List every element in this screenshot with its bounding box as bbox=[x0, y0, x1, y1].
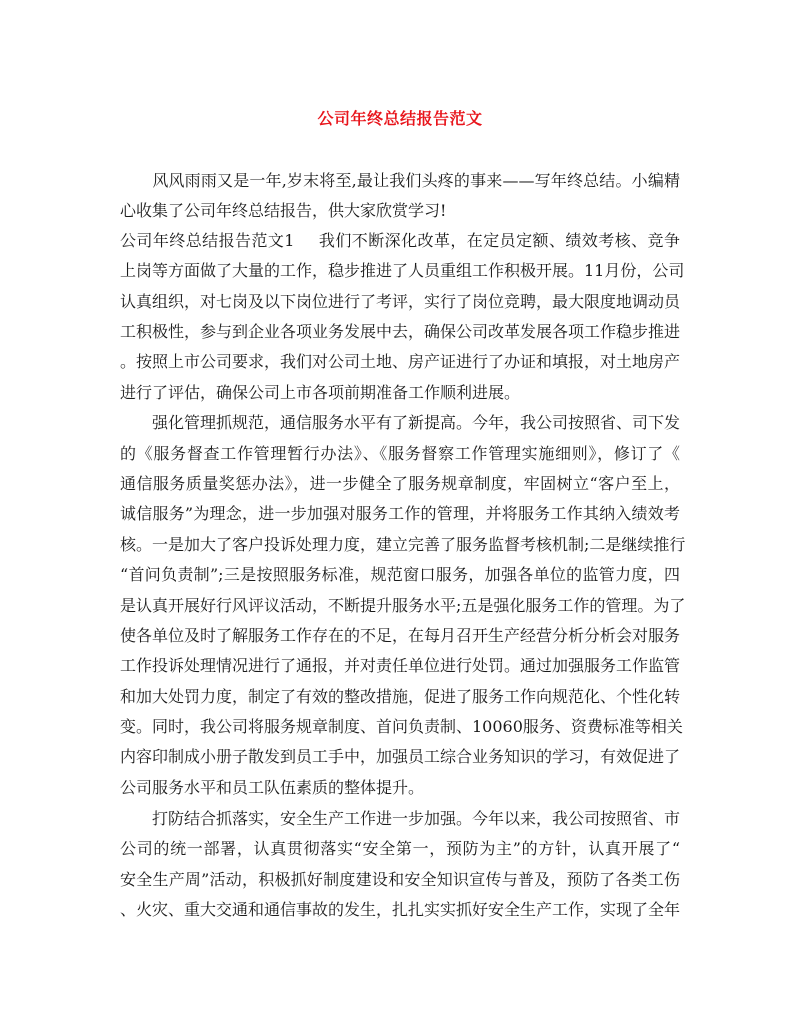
paragraph-line: 的《服务督查工作管理暂行办法》、《服务督察工作管理实施细则》，修订了《 bbox=[120, 444, 680, 463]
section-heading: 公司年终总结报告范文1 bbox=[120, 231, 295, 250]
paragraph-line: 核。一是加大了客户投诉处理力度，建立完善了服务监督考核机制;二是继续推行 bbox=[120, 535, 686, 554]
paragraph-line: 风风雨雨又是一年,岁末将至,最让我们头疼的事来——写年终总结。小编精 bbox=[120, 171, 680, 190]
paragraph-line: 进行了评估，确保公司上市各项前期准备工作顺利进展。 bbox=[120, 383, 521, 402]
paragraph-line: 诚信服务”为理念，进一步加强对服务工作的管理，并将服务工作其纳入绩效考 bbox=[120, 504, 680, 523]
paragraph-line: 工积极性，参与到企业各项业务发展中去，确保公司改革发展各项工作稳步推进 bbox=[120, 322, 681, 341]
section-heading-line bbox=[120, 227, 680, 255]
paragraph-line: 内容印制成小册子散发到员工手中，加强员工综合业务知识的学习，有效促进了 bbox=[120, 747, 681, 766]
paragraph-line: 使各单位及时了解服务工作存在的不足，在每月召开生产经营分析分析会对服务 bbox=[120, 626, 681, 645]
paragraph-line: 变。同时，我公司将服务规章制度、首问负责制、10060服务、资费标准等相关 bbox=[120, 717, 683, 736]
section-heading-text: 我们不断深化改革，在定员定额、绩效考核、竞争 bbox=[318, 231, 680, 250]
paragraph-line: 、火灾、重大交通和通信事故的发生，扎扎实实抓好安全生产工作，实现了全年 bbox=[120, 900, 681, 919]
paragraph-line: “首问负责制”;三是按照服务标准，规范窗口服务，加强各单位的监管力度，四 bbox=[120, 565, 680, 584]
paragraph-line: 安全生产周”活动，积极抓好制度建设和安全知识宣传与普及，预防了各类工伤 bbox=[120, 870, 680, 889]
paragraph-line: 心收集了公司年终总结报告，供大家欣赏学习! bbox=[120, 201, 447, 220]
paragraph-line: 和加大处罚力度，制定了有效的整改措施，促进了服务工作向规范化、个性化转 bbox=[120, 687, 681, 706]
paragraph-line: 通信服务质量奖惩办法》，进一步健全了服务规章制度，牢固树立“客户至上， bbox=[120, 474, 680, 493]
document-title: 公司年终总结报告范文 bbox=[317, 109, 483, 128]
paragraph-line: 上岗等方面做了大量的工作，稳步推进了人员重组工作积极开展。11月份，公司 bbox=[120, 261, 685, 280]
paragraph-line: 是认真开展好行风评议活动，不断提升服务水平;五是强化服务工作的管理。为了 bbox=[120, 596, 686, 615]
paragraph-line: 工作投诉处理情况进行了通报，并对责任单位进行处罚。通过加强服务工作监管 bbox=[120, 656, 681, 675]
paragraph-line: 公司的统一部署，认真贯彻落实“安全第一，预防为主”的方针，认真开展了“ bbox=[120, 839, 680, 858]
paragraph-line: 强化管理抓规范，通信服务水平有了新提高。今年，我公司按照省、司下发 bbox=[120, 413, 681, 432]
paragraph-line: 。按照上市公司要求，我们对公司土地、房产证进行了办证和填报，对土地房产 bbox=[120, 352, 681, 371]
paragraph-line: 公司服务水平和员工队伍素质的整体提升。 bbox=[120, 778, 425, 797]
paragraph-line: 打防结合抓落实，安全生产工作进一步加强。今年以来，我公司按照省、市 bbox=[120, 809, 681, 828]
paragraph-line: 认真组织，对七岗及以下岗位进行了考评，实行了岗位竞聘，最大限度地调动员 bbox=[120, 292, 681, 311]
